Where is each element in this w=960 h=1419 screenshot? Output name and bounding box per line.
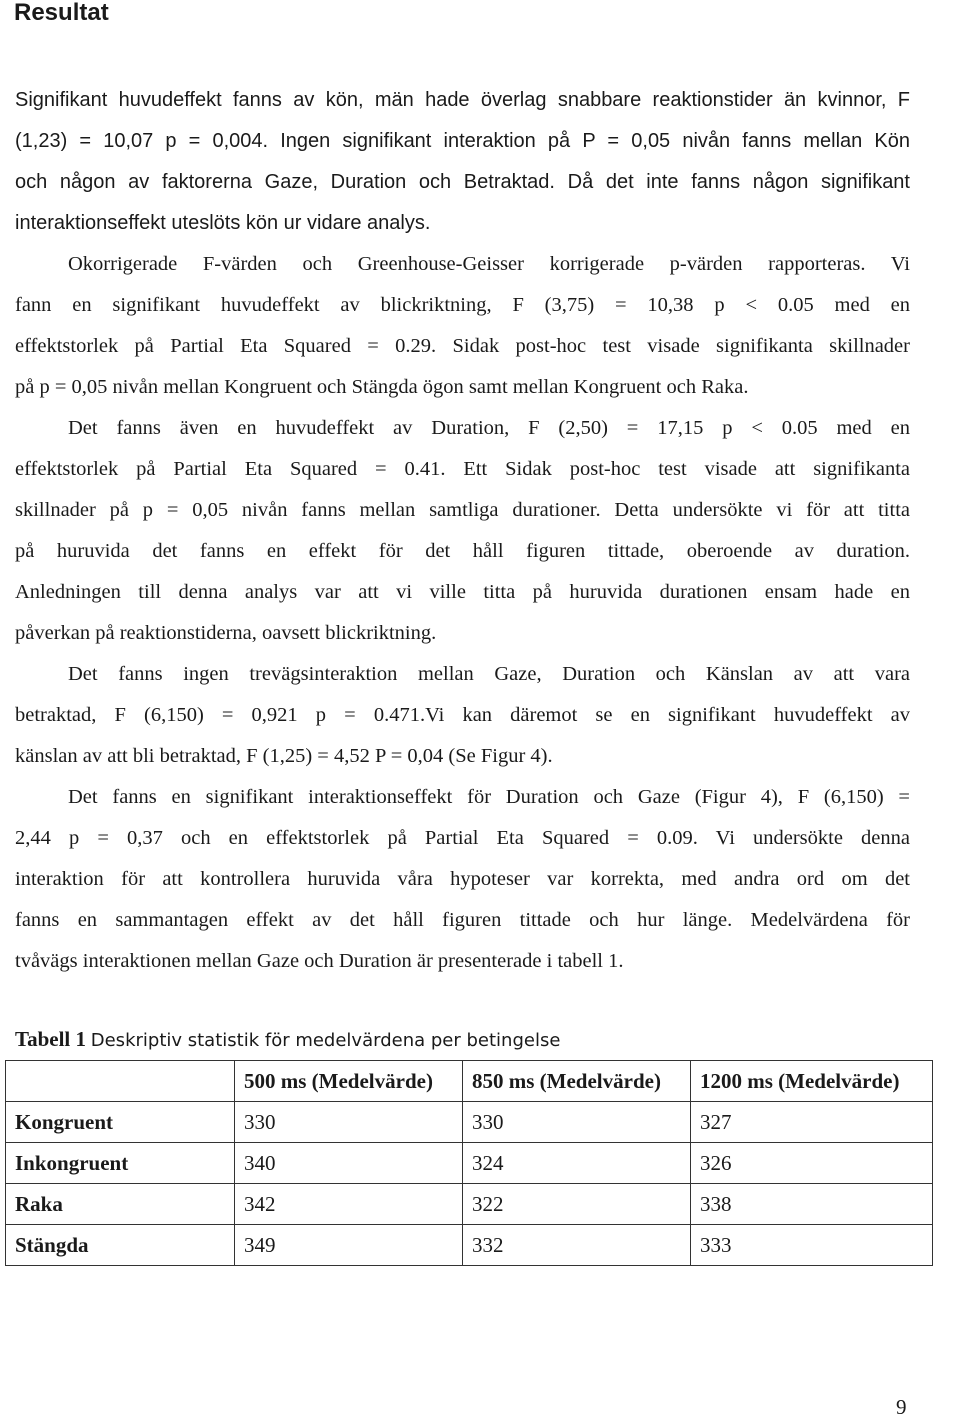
table-cell: 322	[463, 1184, 691, 1225]
text-line: Det fanns ingen trevägsinteraktion mellan Gaze, Duration och Känslan av att vara	[68, 663, 910, 685]
table-cell: 330	[463, 1102, 691, 1143]
table-cell: 342	[235, 1184, 463, 1225]
text-line: effektstorlek på Partial Eta Squared = 0.29. Sidak post-hoc test visade signifikanta skillnader	[15, 335, 910, 357]
text-line: och någon av faktorerna Gaze, Duration och Betraktad. Då det inte fanns någon signifikant	[15, 171, 910, 193]
table-caption-text: Deskriptiv statistik för medelvärdena per betingelse	[90, 1030, 561, 1051]
table-header-cell: 1200 ms (Medelvärde)	[691, 1061, 933, 1102]
descriptive-stats-table	[5, 1060, 933, 1266]
text-line: skillnader på p = 0,05 nivån fanns mellan samtliga durationer. Detta undersökte vi för att titta	[15, 499, 910, 521]
table-caption-label: Tabell 1	[15, 1027, 86, 1051]
section-heading: Resultat	[14, 0, 109, 26]
table-cell: 330	[235, 1102, 463, 1143]
text-line: på huruvida det fanns en effekt för det håll figuren tittade, oberoende av duration.	[15, 540, 910, 562]
table-cell: 326	[691, 1143, 933, 1184]
table-header-row	[6, 1061, 933, 1102]
text-line: Det fanns en signifikant interaktionseffekt för Duration och Gaze (Figur 4), F (6,150) =	[68, 786, 910, 808]
text-line: (1,23) = 10,07 p = 0,004. Ingen signifikant interaktion på P = 0,05 nivån fanns mellan Kön	[15, 130, 910, 152]
row-label: Kongruent	[6, 1102, 235, 1143]
text-line: 2,44 p = 0,37 och en effektstorlek på Partial Eta Squared = 0.09. Vi undersökte denna	[15, 827, 910, 849]
text-line: fanns en sammantagen effekt av det håll figuren tittade och hur länge. Medelvärdena för	[15, 909, 910, 931]
text-line: betraktad, F (6,150) = 0,921 p = 0.471.Vi kan däremot se en signifikant huvudeffekt av	[15, 704, 910, 726]
table-cell: 333	[691, 1225, 933, 1266]
table-cell: 340	[235, 1143, 463, 1184]
table-header-cell: 850 ms (Medelvärde)	[463, 1061, 691, 1102]
text-line: tvåvägs interaktionen mellan Gaze och Duration är presenterade i tabell 1.	[15, 950, 624, 972]
table-cell: 327	[691, 1102, 933, 1143]
text-line: påverkan på reaktionstiderna, oavsett blickriktning.	[15, 622, 437, 644]
table-header-cell: 500 ms (Medelvärde)	[235, 1061, 463, 1102]
text-line: känslan av att bli betraktad, F (1,25) = 4,52 P = 0,04 (Se Figur 4).	[15, 745, 553, 767]
table-header-cell	[6, 1061, 235, 1102]
table-row	[6, 1102, 933, 1143]
table-cell: 349	[235, 1225, 463, 1266]
table-caption	[15, 1026, 560, 1054]
row-label: Raka	[6, 1184, 235, 1225]
text-line: Det fanns även en huvudeffekt av Duration, F (2,50) = 17,15 p < 0.05 med en	[68, 417, 910, 439]
row-label: Inkongruent	[6, 1143, 235, 1184]
text-line: Okorrigerade F-värden och Greenhouse-Geisser korrigerade p-värden rapporteras. Vi	[68, 253, 910, 275]
table-row	[6, 1225, 933, 1266]
table-cell: 332	[463, 1225, 691, 1266]
text-line: Anledningen till denna analys var att vi ville titta på huruvida durationen ensam hade en	[15, 581, 910, 603]
table-row	[6, 1184, 933, 1225]
table-cell: 338	[691, 1184, 933, 1225]
table-row	[6, 1143, 933, 1184]
row-label: Stängda	[6, 1225, 235, 1266]
text-line: interaktion för att kontrollera huruvida våra hypoteser var korrekta, med andra ord om det	[15, 868, 910, 890]
text-line: effektstorlek på Partial Eta Squared = 0.41. Ett Sidak post-hoc test visade att signifikanta	[15, 458, 910, 480]
text-line: på p = 0,05 nivån mellan Kongruent och Stängda ögon samt mellan Kongruent och Raka.	[15, 376, 749, 398]
text-line: fann en signifikant huvudeffekt av blickriktning, F (3,75) = 10,38 p < 0.05 med en	[15, 294, 910, 316]
text-line: interaktionseffekt uteslöts kön ur vidare analys.	[15, 212, 431, 234]
text-line: Signifikant huvudeffekt fanns av kön, män hade överlag snabbare reaktionstider än kvinnor, F	[15, 89, 910, 111]
page-number: 9	[896, 1395, 907, 1419]
table-cell: 324	[463, 1143, 691, 1184]
